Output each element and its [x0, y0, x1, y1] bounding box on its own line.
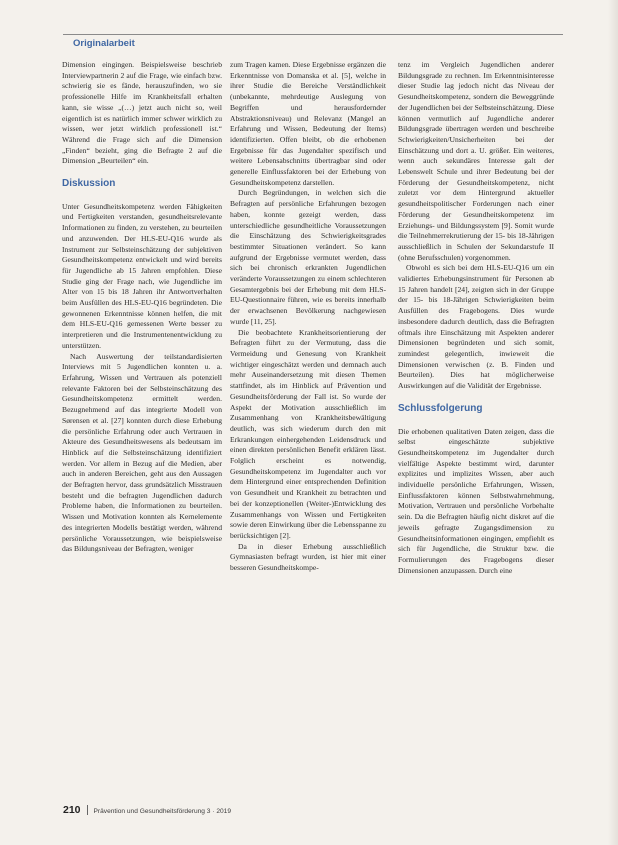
page-edge-shadow: [608, 0, 618, 845]
paragraph: Die beobachtete Krankheitsorientierung der Befragten führt zu der Vermutung, dass die Vermeidung und Genesung von Krankheit wichtiger eingeschätzt werden und demnach auch mehr Auseinandersetzung mit diesen Themen stattfindet, als im Hinblick auf Prävention und Gesundheitsförderung der Fall ist. So wurde der Aspekt der Motivation ausschließlich im Zusammenhang von Krankheitsbewältigung deutlich, was sich wiederum durch den mit Erkrankungen einhergehenden Leidensdruck und einen direkten persönlichen Benefit erklären lässt. Folglich erscheint es notwendig, Gesundheitskompetenz im Jugendalter auch vor dem Hintergrund einer entsprechenden Definition von Gesundheit und Krankheit zu betrachten und bei der konzeptionellen (Weiter-)Entwicklung des Zusammenhangs von Wissen und Fertigkeiten sowie deren Einwirkung über die Lebensspanne zu berücksichtigen [2].: [230, 327, 386, 540]
paragraph: Obwohl es sich bei dem HLS-EU-Q16 um ein validiertes Erhebungsinstrument für Personen ab 15 Jahren handelt [24], zeigten sich in der Gruppe der 15- bis 18-Jährigen Schwierigkeiten beim Ausfüllen des Fragebogens. Dies wurde insbesondere dadurch deutlich, dass die Befragten oftmals ihre Einschätzung mit Aspekten anderer Dimensionen begründeten und sich somit, zumindest gelegentlich, inwieweit die Dimensionen verwischen (z. B. Finden und Beurteilen). Dies hat möglicherweise Auswirkungen auf die Validität der Ergebnisse.: [398, 263, 554, 391]
page-number: 210: [63, 804, 81, 816]
paragraph: Die erhobenen qualitativen Daten zeigen, dass die selbst eingeschätzte subjektive Gesundheitskompetenz im Jugendalter durch vielfältige Aspekte bestimmt wird, darunter explizites und implizites Wissen, aber auch individuelle persönliche Erfahrungen, Wissen, Einflussfaktoren können Selbstwahrnehmung, Motivation, Vertrauen und persönliche Vorbehalte sein. Da die Befragten häufig nicht diskret auf die jeweils gefragte Zugangsdimension zu Gesundheitsinformationen eingingen, empfiehlt es sich für Jugendliche, die Struktur bzw. die Formulierungen des Fragebogens dieser Dimensionen anzupassen. Durch eine: [398, 426, 554, 575]
paragraph: Da in dieser Erhebung ausschließlich Gymnasiasten befragt wurden, ist hier mit einer besseren Gesundheitskompe-: [230, 541, 386, 573]
paragraph: tenz im Vergleich Jugendlichen anderer Bildungsgrade zu rechnen. Im Erkenntnisinteresse dieser Studie lag jedoch nicht das Niveau der Gesundheitskompetenz, sondern die Beweggründe der Jugendlichen bei der Selbsteinschätzung. Diese können vermutlich auf Jugendliche anderer Bildungsgrade übertragen werden und beschreibe Schwierigkeiten/Unsicherheiten bei der Einschätzung und dort a. U. größer. Ein weiteres, wenn auch sekundäres Interesse galt der Lebenswelt Schule und ihrer Bedeutung bei der Förderung der Gesundheitskompetenz, nicht zuletzt vor dem Hintergrund aktueller gesundheitspolitischer Forderungen nach einer Förderung der Gesundheitskompetenz im Erziehungs- und Bildungssystem [9]. Somit wurde die Teilnehmerrekrutierung der 15- bis 18-Jährigen ausschließlich in Schulen der Sekundarstufe II (ohne Berufsschulen) vorgenommen.: [398, 60, 554, 262]
footer-divider: [87, 805, 88, 815]
paragraph: Nach Auswertung der teilstandardisierten Interviews mit 5 Jugendlichen konnten u. a. Erfahrung, Wissen und Vertrauen als potenziell relevante Faktoren bei der Selbsteinschätzung des Gesundheitskompetenz ermittelt werden. Bezugnehmend auf das integrierte Modell von Sørensen et al. [27] konnten durch diese Erhebung die persönliche Erfahrung oder auch Vertrauen in Akteure des Gesundheitswesens als bedeutsam im Hinblick auf die Selbsteinschätzung identifiziert werden. Vor allem in Bezug auf die Medien, aber auch in anderen Bereichen, geht aus den Aussagen der Befragten hervor, dass grundsätzlich Misstrauen besteht und die befragten Jugendlichen dadurch Probleme haben, die Informationen zu beurteilen. Wissen und Motivation konnten als Kernelemente des integrierten Modells bestätigt werden, während persönliche Voraussetzungen, wie beispielsweise das Bildungsniveau der Befragten, weniger: [62, 351, 222, 554]
section-heading-discussion: Diskussion: [62, 178, 116, 190]
paragraph: Unter Gesundheitskompetenz werden Fähigkeiten und Fertigkeiten verstanden, gesundheitsrelevante Informationen zu finden, zu verstehen, zu beurteilen und anzuwenden. Der HLS-EU-Q16 wurde als Instrument zur Selbsteinschätzung der subjektiven Gesundheitskompetenz entwickelt und wird bereits für Jugendliche ab 15 Jahren empfohlen. Diese Studie ging der Frage nach, wie Jugendliche im Alter von 15 bis 18 Jahren ihr Antwortverhalten beim Ausfüllen des HLS-EU-Q16 begründeten. Die gewonnenen Erkenntnisse können helfen, die mit dem HLS-EU-Q16 gemessenen Werte besser zu interpretieren und die Instrumentenentwicklung zu unterstützen.: [62, 201, 222, 350]
journal-title: Prävention und Gesundheitsförderung 3 · 2019: [93, 808, 231, 815]
header-label: Originalarbeit: [73, 38, 135, 49]
paragraph: zum Tragen kamen. Diese Ergebnisse ergänzen die Erkenntnisse von Domanska et al. [5], welche in ihrer Studie die Bereiche Verständlichkeit (unbekannte, mehrdeutige Auslegung von Begriffen und herausfordernder Abstraktionsniveau) und Relevanz (Mangel an Erfahrung und Wissen, Bedeutung der Items) identifizierten. Offen bleibt, ob die erhobenen Ergebnisse für das Jugendalter spezifisch und weitere Lebensabschnitts übertragbar sind oder generelle Einflussfaktoren bei der Erhebung von Gesundheitskompetenz darstellen.: [230, 60, 386, 187]
section-heading-conclusion: Schlussfolgerung: [398, 402, 483, 414]
text-column-2: [230, 60, 386, 574]
page-footer: [63, 800, 543, 814]
paragraph: Durch Begründungen, in welchen sich die Befragten auf persönliche Erfahrungen bezogen haben, konnte gezeigt werden, dass unterschiedliche gesundheitliche Voraussetzungen die Einschätzung des Schwierigkeitsgrades bestimmter Situationen verändert. So kann aufgrund der Ergebnisse vermutet werden, dass sich bei chronisch erkrankten Jugendlichen veränderte Voraussetzungen zu einem schlechteren Gesamtergebnis bei der Erhebung mit dem HLS-EU-Questionnaire führen, wie es bereits innerhalb der erwachsenen Bevölkerung nachgewiesen wurde [11, 25].: [230, 188, 386, 326]
running-header: [63, 36, 543, 53]
paragraph: Dimension eingingen. Beispielsweise beschrieb Interviewpartnerin 2 auf die Frage, wie einfach bzw. schwierig sie es fände, herauszufinden, wo sie professionelle Hilfe im Krankheitsfall erhalten kann, sie wisse „(…) jetzt auch nicht so, weil eigentlich ist es natürlich immer schwer wirklich zu wissen, wer jetzt wirklich professionell ist.“ Während die Frage sich auf die Dimension „Finden“ bezieht, ging die Befragte 2 auf die Dimension „Beurteilen“ ein.: [62, 60, 222, 166]
text-column-1: [62, 60, 222, 555]
header-rule: [63, 34, 563, 35]
text-column-3: [398, 60, 554, 576]
